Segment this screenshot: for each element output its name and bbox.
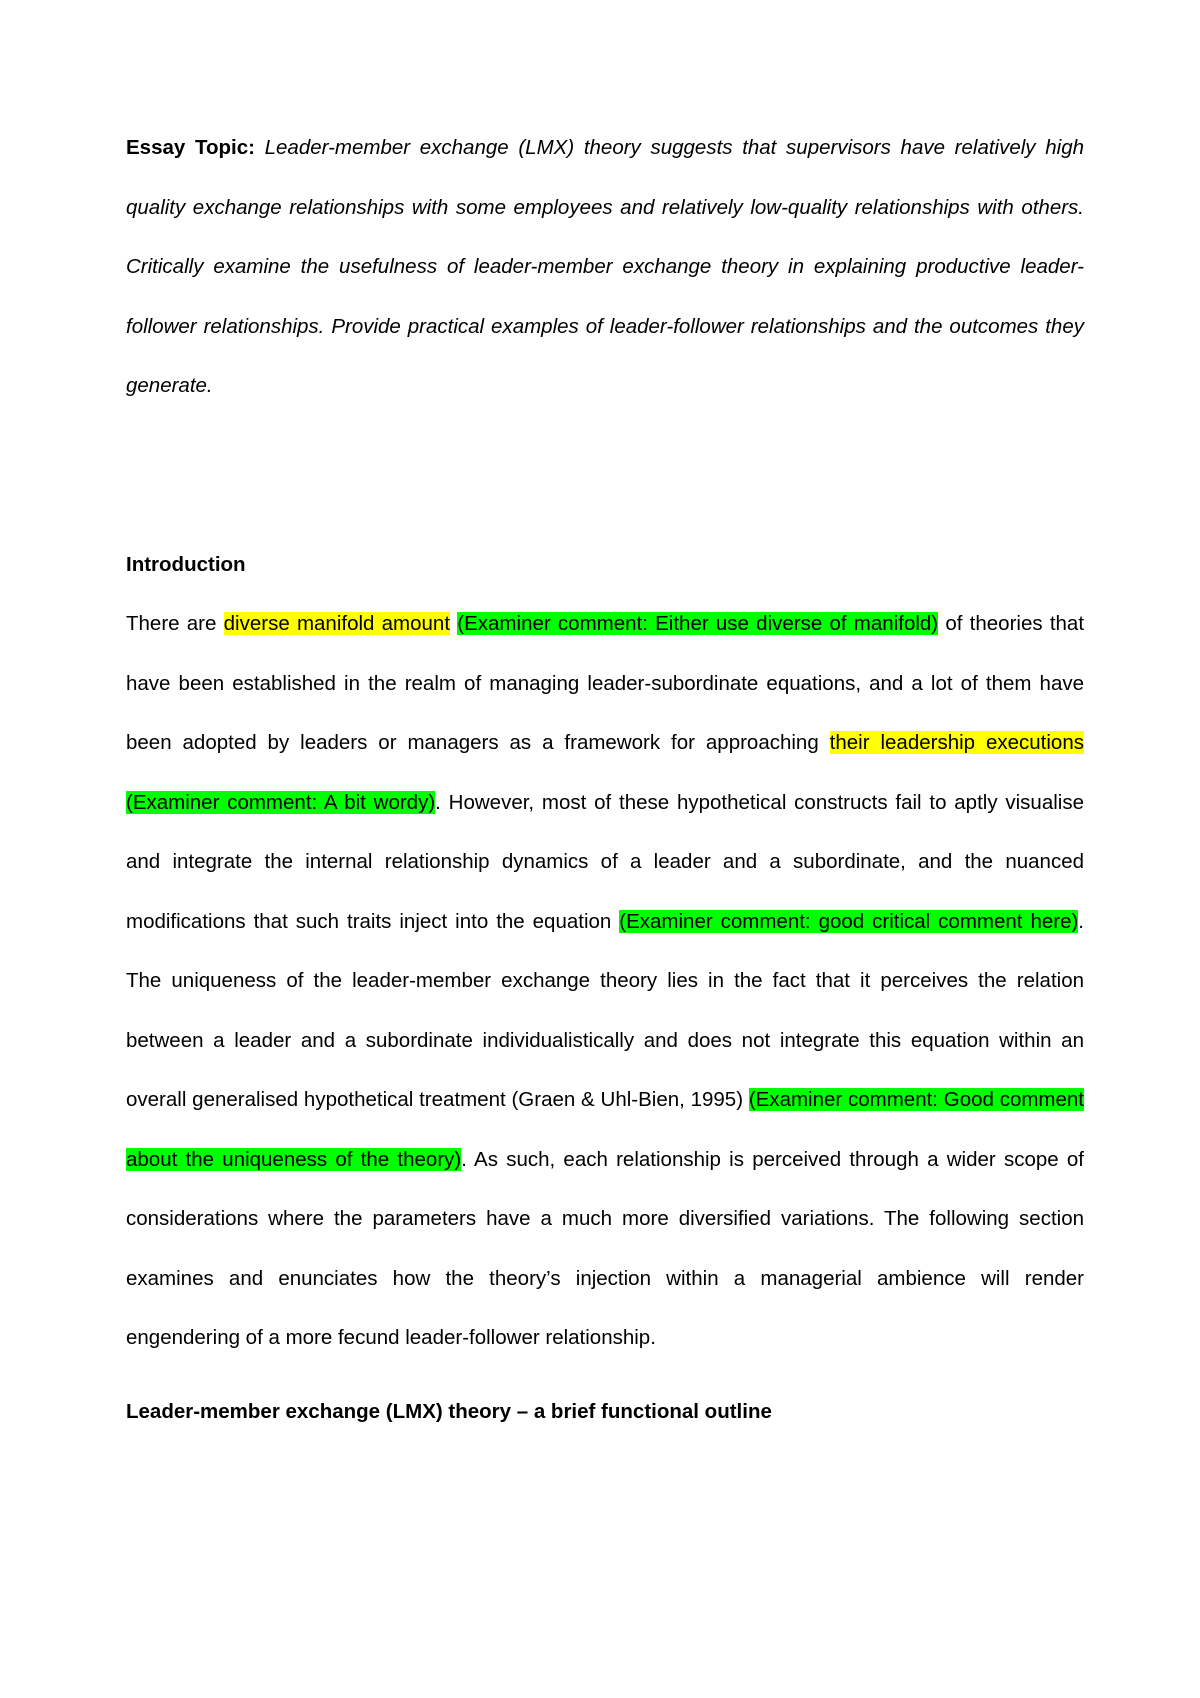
lmx-outline-heading: Leader-member exchange (LMX) theory – a brief functional outline — [126, 1399, 772, 1423]
document-body — [126, 118, 1084, 1441]
introduction-paragraph — [126, 594, 1084, 1368]
examiner-comment: (Examiner comment: Good comment about the uniqueness of the theory) — [126, 1088, 1084, 1171]
introduction-heading: Introduction — [126, 552, 246, 576]
intro-text-segment: . The uniqueness of the leader-member exchange theory lies in the fact that it perceives the relation between a leader and a subordinate individualistically and does not integrate this equation within an overall generalised hypothetical treatment (Graen & Uhl-Bien, 1995) — [126, 909, 1084, 1111]
essay-topic-text: Leader-member exchange (LMX) theory suggests that supervisors have relatively high quality exchange relationships with some employees and relatively low-quality relationships with others. Critically examine the usefulness of leader-member exchange theory in explaining productive leader-follower relationships. Provide practical examples of leader-follower relationships and the outcomes they generate. — [126, 136, 1084, 397]
examiner-comment: (Examiner comment: good critical comment here) — [619, 909, 1079, 933]
intro-text-segment: . As such, each relationship is perceived through a wider scope of considerations where the parameters have a much more diversified variations. The following section examines and enunciates how the theory’s injection within a managerial ambience will render engendering of a more fecund leader-follower relationship. — [126, 1147, 1084, 1349]
intro-text-segment: There are — [126, 612, 224, 635]
highlighted-phrase: diverse manifold amount — [223, 612, 451, 635]
essay-topic-label: Essay Topic: — [126, 136, 255, 159]
examiner-comment: (Examiner comment: A bit wordy) — [126, 790, 436, 814]
essay-topic-paragraph — [126, 118, 1084, 416]
examiner-comment: (Examiner comment: Either use diverse of manifold) — [457, 612, 939, 635]
intro-text-segment: of theories that have been established in the realm of managing leader-subordinate equations, and a lot of them have been adopted by leaders or managers as a framework for approaching — [126, 612, 1085, 754]
intro-text-segment: . However, most of these hypothetical constructs fail to aptly visualise and integrate the internal relationship dynamics of a leader and a subordinate, and the nuanced modifications that such traits inject into the equation — [126, 790, 1084, 933]
highlighted-phrase: their leadership executions — [829, 731, 1084, 754]
